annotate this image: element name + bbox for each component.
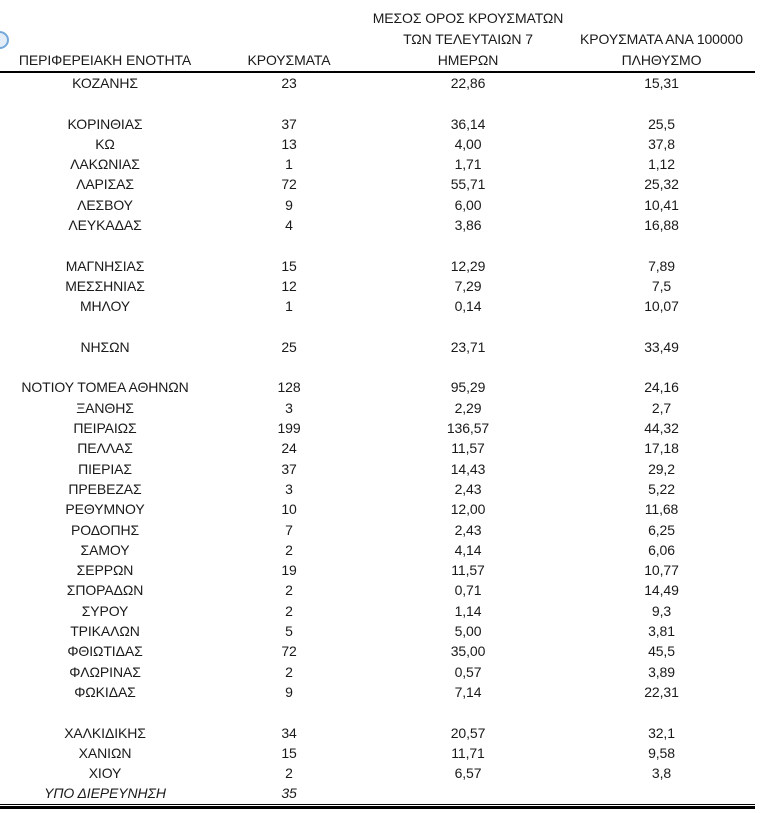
- header-regional-unit-label: ΠΕΡΙΦΕΡΕΙΑΚΗ ΕΝΟΤΗΤΑ: [18, 52, 192, 68]
- header-avg-7day-line2: ΤΩΝ ΤΕΛΕΥΤΑΙΩΝ 7: [403, 31, 533, 47]
- table-row: [0, 215, 755, 235]
- cell-regional-unit: ΡΟΔΟΠΗΣ: [70, 521, 140, 538]
- header-avg-7day-line3: ΗΜΕΡΩΝ: [437, 52, 499, 68]
- cell-avg-7day: 5,00: [454, 623, 482, 640]
- table-row: [0, 743, 755, 763]
- cell-regional-unit: ΥΠΟ ΔΙΕΡΕΥΝΗΣΗ: [44, 785, 166, 802]
- cell-regional-unit: ΚΟΖΑΝΗΣ: [72, 75, 138, 91]
- cell-avg-7day: 1,71: [454, 156, 482, 173]
- table-row-spacer: [0, 702, 755, 722]
- cell-cases: 2: [285, 582, 293, 599]
- cell-per-100000: 33,49: [644, 338, 679, 355]
- cell-avg-7day: 35,00: [450, 643, 486, 660]
- cell-cases: 25: [281, 338, 297, 355]
- cell-cases: 15: [281, 257, 297, 274]
- cell-regional-unit: ΠΙΕΡΙΑΣ: [78, 460, 132, 477]
- cell-per-100000: 6,06: [648, 541, 675, 558]
- cell-avg-7day: 11,57: [451, 440, 485, 457]
- cell-avg-7day: 1,14: [454, 602, 482, 619]
- header-per-100000-line1: ΚΡΟΥΣΜΑΤΑ ΑΝΑ 100000: [580, 31, 743, 47]
- table-row: [0, 418, 755, 438]
- table-row-spacer: [0, 357, 755, 377]
- cell-cases: 9: [285, 683, 293, 700]
- cell-cases: 2: [285, 663, 293, 680]
- cell-regional-unit: ΜΗΛΟΥ: [79, 298, 131, 315]
- cell-regional-unit: ΣΠΟΡΑΔΩΝ: [66, 582, 144, 599]
- cell-avg-7day: 95,29: [450, 379, 486, 396]
- cell-regional-unit: ΦΛΩΡΙΝΑΣ: [69, 663, 141, 680]
- cell-per-100000: 29,2: [648, 460, 675, 477]
- header-cases: [210, 50, 368, 71]
- cell-avg-7day: 4,14: [454, 541, 482, 558]
- cell-cases: 35: [281, 785, 297, 802]
- cell-avg-7day: 136,57: [446, 420, 490, 437]
- cell-cases: 19: [281, 562, 297, 579]
- cell-cases: 3: [285, 480, 293, 497]
- cell-per-100000: 9,58: [648, 744, 675, 761]
- cell-cases: 72: [281, 643, 297, 660]
- cell-avg-7day: 20,57: [450, 724, 486, 741]
- cell-regional-unit: ΜΑΓΝΗΣΙΑΣ: [65, 257, 145, 274]
- table-row: [0, 520, 755, 540]
- cell-per-100000: 45,5: [648, 643, 675, 660]
- cell-cases: 34: [281, 724, 297, 741]
- cell-cases: 37: [281, 115, 297, 132]
- table-row-spacer: [0, 317, 755, 337]
- cell-avg-7day: [368, 783, 568, 803]
- cell-per-100000: 6,25: [648, 521, 675, 538]
- header-avg-7day: [368, 8, 568, 71]
- cell-per-100000: 5,22: [648, 480, 675, 497]
- cell-avg-7day: 7,14: [454, 683, 482, 700]
- cell-cases: 4: [285, 217, 293, 234]
- table-row: [0, 459, 755, 479]
- cell-cases: 3: [285, 399, 293, 416]
- cell-per-100000: 10,77: [644, 562, 679, 579]
- cell-per-100000: 32,1: [648, 724, 675, 741]
- cell-regional-unit: ΣΥΡΟΥ: [81, 602, 129, 619]
- cell-per-100000: 3,8: [651, 765, 672, 782]
- cell-per-100000: 3,81: [648, 623, 675, 640]
- cell-avg-7day: 2,43: [454, 480, 482, 497]
- cell-cases: 2: [285, 765, 293, 782]
- cell-regional-unit: ΠΡΕΒΕΖΑΣ: [68, 480, 142, 497]
- table-row: [0, 154, 755, 174]
- cell-regional-unit: ΝΗΣΩΝ: [80, 338, 130, 355]
- cell-cases: 24: [281, 440, 297, 457]
- header-avg-7day-line1: ΜΕΣΟΣ ΟΡΟΣ ΚΡΟΥΣΜΑΤΩΝ: [372, 10, 564, 26]
- table-row: [0, 438, 755, 458]
- header-per-100000: [568, 29, 755, 71]
- cell-avg-7day: 23,71: [450, 338, 486, 355]
- cell-regional-unit: ΛΕΣΒΟΥ: [77, 196, 133, 213]
- cell-per-100000: 9,3: [651, 602, 672, 619]
- cell-cases: 72: [281, 176, 297, 193]
- cell-per-100000: 25,5: [648, 115, 675, 132]
- cell-cases: 15: [281, 744, 297, 761]
- cell-avg-7day: 36,14: [450, 115, 486, 132]
- table-row: [0, 276, 755, 296]
- cell-per-100000: 10,07: [644, 298, 679, 315]
- cell-per-100000: 2,7: [651, 399, 672, 416]
- table-row: [0, 256, 755, 276]
- cell-avg-7day: 4,00: [454, 135, 482, 152]
- cell-regional-unit: ΛΑΡΙΣΑΣ: [76, 176, 134, 193]
- cell-regional-unit: ΝΟΤΙΟΥ ΤΟΜΕΑ ΑΘΗΝΩΝ: [21, 379, 189, 396]
- table-row-spacer: [0, 235, 755, 255]
- table-row: [0, 296, 755, 316]
- cell-cases: 10: [281, 501, 297, 518]
- cell-per-100000: 25,32: [644, 176, 679, 193]
- cell-per-100000: 3,89: [648, 663, 675, 680]
- cell-regional-unit: ΣΑΜΟΥ: [80, 541, 130, 558]
- cell-cases: 1: [285, 156, 293, 173]
- bottom-rule-thick: [0, 806, 755, 809]
- cell-regional-unit: ΡΕΘΥΜΝΟΥ: [65, 501, 145, 518]
- table-row: [0, 398, 755, 418]
- cell-regional-unit: ΦΩΚΙΔΑΣ: [74, 683, 136, 700]
- cell-avg-7day: 2,29: [454, 399, 482, 416]
- table-row: [0, 601, 755, 621]
- cell-avg-7day: 22,86: [450, 75, 486, 91]
- cell-cases: 13: [281, 135, 297, 152]
- cell-avg-7day: 11,71: [451, 744, 485, 761]
- cell-avg-7day: 0,71: [454, 582, 482, 599]
- cell-cases: 7: [285, 521, 293, 538]
- cell-regional-unit: ΛΕΥΚΑΔΑΣ: [68, 217, 142, 234]
- cell-cases: 5: [285, 623, 293, 640]
- cell-regional-unit: ΚΩ: [95, 135, 115, 152]
- table-row: [0, 641, 755, 661]
- table-row: [0, 337, 755, 357]
- bottom-rule-thin: [0, 804, 755, 805]
- cell-per-100000: 7,89: [648, 257, 675, 274]
- table-row: [0, 662, 755, 682]
- cell-per-100000: [568, 783, 755, 803]
- table-row: [0, 114, 755, 134]
- cell-regional-unit: ΦΘΙΩΤΙΔΑΣ: [67, 643, 143, 660]
- cell-regional-unit: ΣΕΡΡΩΝ: [76, 562, 134, 579]
- table-row: [0, 682, 755, 702]
- cell-cases: 37: [281, 460, 297, 477]
- table-row: [0, 783, 755, 803]
- cell-per-100000: 14,49: [644, 582, 679, 599]
- cell-regional-unit: ΠΕΛΛΑΣ: [77, 440, 133, 457]
- cell-cases: 23: [281, 75, 297, 91]
- cell-regional-unit: ΧΑΛΚΙΔΙΚΗΣ: [64, 724, 146, 741]
- cell-cases: 1: [285, 298, 293, 315]
- cell-per-100000: 16,88: [644, 217, 679, 234]
- cell-cases: 2: [285, 602, 293, 619]
- table-row: [0, 560, 755, 580]
- cell-per-100000: 44,32: [644, 420, 679, 437]
- table-row: [0, 134, 755, 154]
- cell-regional-unit: ΧΑΝΙΩΝ: [78, 744, 132, 761]
- cell-per-100000: 24,16: [644, 379, 679, 396]
- cell-per-100000: 1,12: [648, 156, 675, 173]
- header-per-100000-line2: ΠΛΗΘΥΣΜΟ: [621, 52, 702, 68]
- cell-per-100000: 15,31: [644, 75, 679, 91]
- cell-avg-7day: 2,43: [454, 521, 482, 538]
- table-row: [0, 479, 755, 499]
- table-row: [0, 499, 755, 519]
- header-cases-label: ΚΡΟΥΣΜΑΤΑ: [247, 52, 331, 68]
- cell-cases: 9: [285, 196, 293, 213]
- table-row: [0, 377, 755, 397]
- cell-regional-unit: ΧΙΟΥ: [88, 765, 122, 782]
- cell-regional-unit: ΤΡΙΚΑΛΩΝ: [70, 623, 140, 640]
- cell-avg-7day: 3,86: [454, 217, 482, 234]
- table-row: [0, 73, 755, 93]
- table-row: [0, 580, 755, 600]
- table-row: [0, 174, 755, 194]
- cell-cases: 128: [277, 379, 301, 396]
- table-row-spacer: [0, 93, 755, 113]
- table-row: [0, 195, 755, 215]
- cell-per-100000: 10,41: [644, 196, 679, 213]
- cell-regional-unit: ΞΑΝΘΗΣ: [76, 399, 134, 416]
- cell-per-100000: 11,68: [644, 501, 679, 518]
- cell-cases: 12: [281, 277, 297, 294]
- cell-avg-7day: 12,29: [450, 257, 486, 274]
- table-header-row: [0, 0, 755, 71]
- cell-avg-7day: 12,00: [450, 501, 486, 518]
- cell-avg-7day: 14,43: [450, 460, 486, 477]
- cell-avg-7day: 0,14: [454, 298, 482, 315]
- cell-per-100000: 17,18: [644, 440, 679, 457]
- table-row: [0, 763, 755, 783]
- table-row: [0, 540, 755, 560]
- table-row: [0, 723, 755, 743]
- cell-avg-7day: 0,57: [454, 663, 482, 680]
- cell-regional-unit: ΠΕΙΡΑΙΩΣ: [73, 420, 137, 437]
- cell-per-100000: 22,31: [644, 683, 679, 700]
- cell-regional-unit: ΛΑΚΩΝΙΑΣ: [70, 156, 140, 173]
- cell-per-100000: 7,5: [651, 277, 672, 294]
- cell-per-100000: 37,8: [648, 135, 675, 152]
- table-row: [0, 621, 755, 641]
- table-body: [0, 73, 755, 804]
- cell-cases: 2: [285, 541, 293, 558]
- cell-regional-unit: ΜΕΣΣΗΝΙΑΣ: [65, 277, 145, 294]
- cell-cases: 199: [277, 420, 301, 437]
- cell-avg-7day: 6,57: [454, 765, 482, 782]
- cell-avg-7day: 11,57: [451, 562, 485, 579]
- cell-regional-unit: ΚΟΡΙΝΘΙΑΣ: [67, 115, 143, 132]
- cell-avg-7day: 6,00: [454, 196, 482, 213]
- cell-avg-7day: 55,71: [450, 176, 486, 193]
- cell-avg-7day: 7,29: [454, 277, 482, 294]
- header-regional-unit: [0, 50, 210, 71]
